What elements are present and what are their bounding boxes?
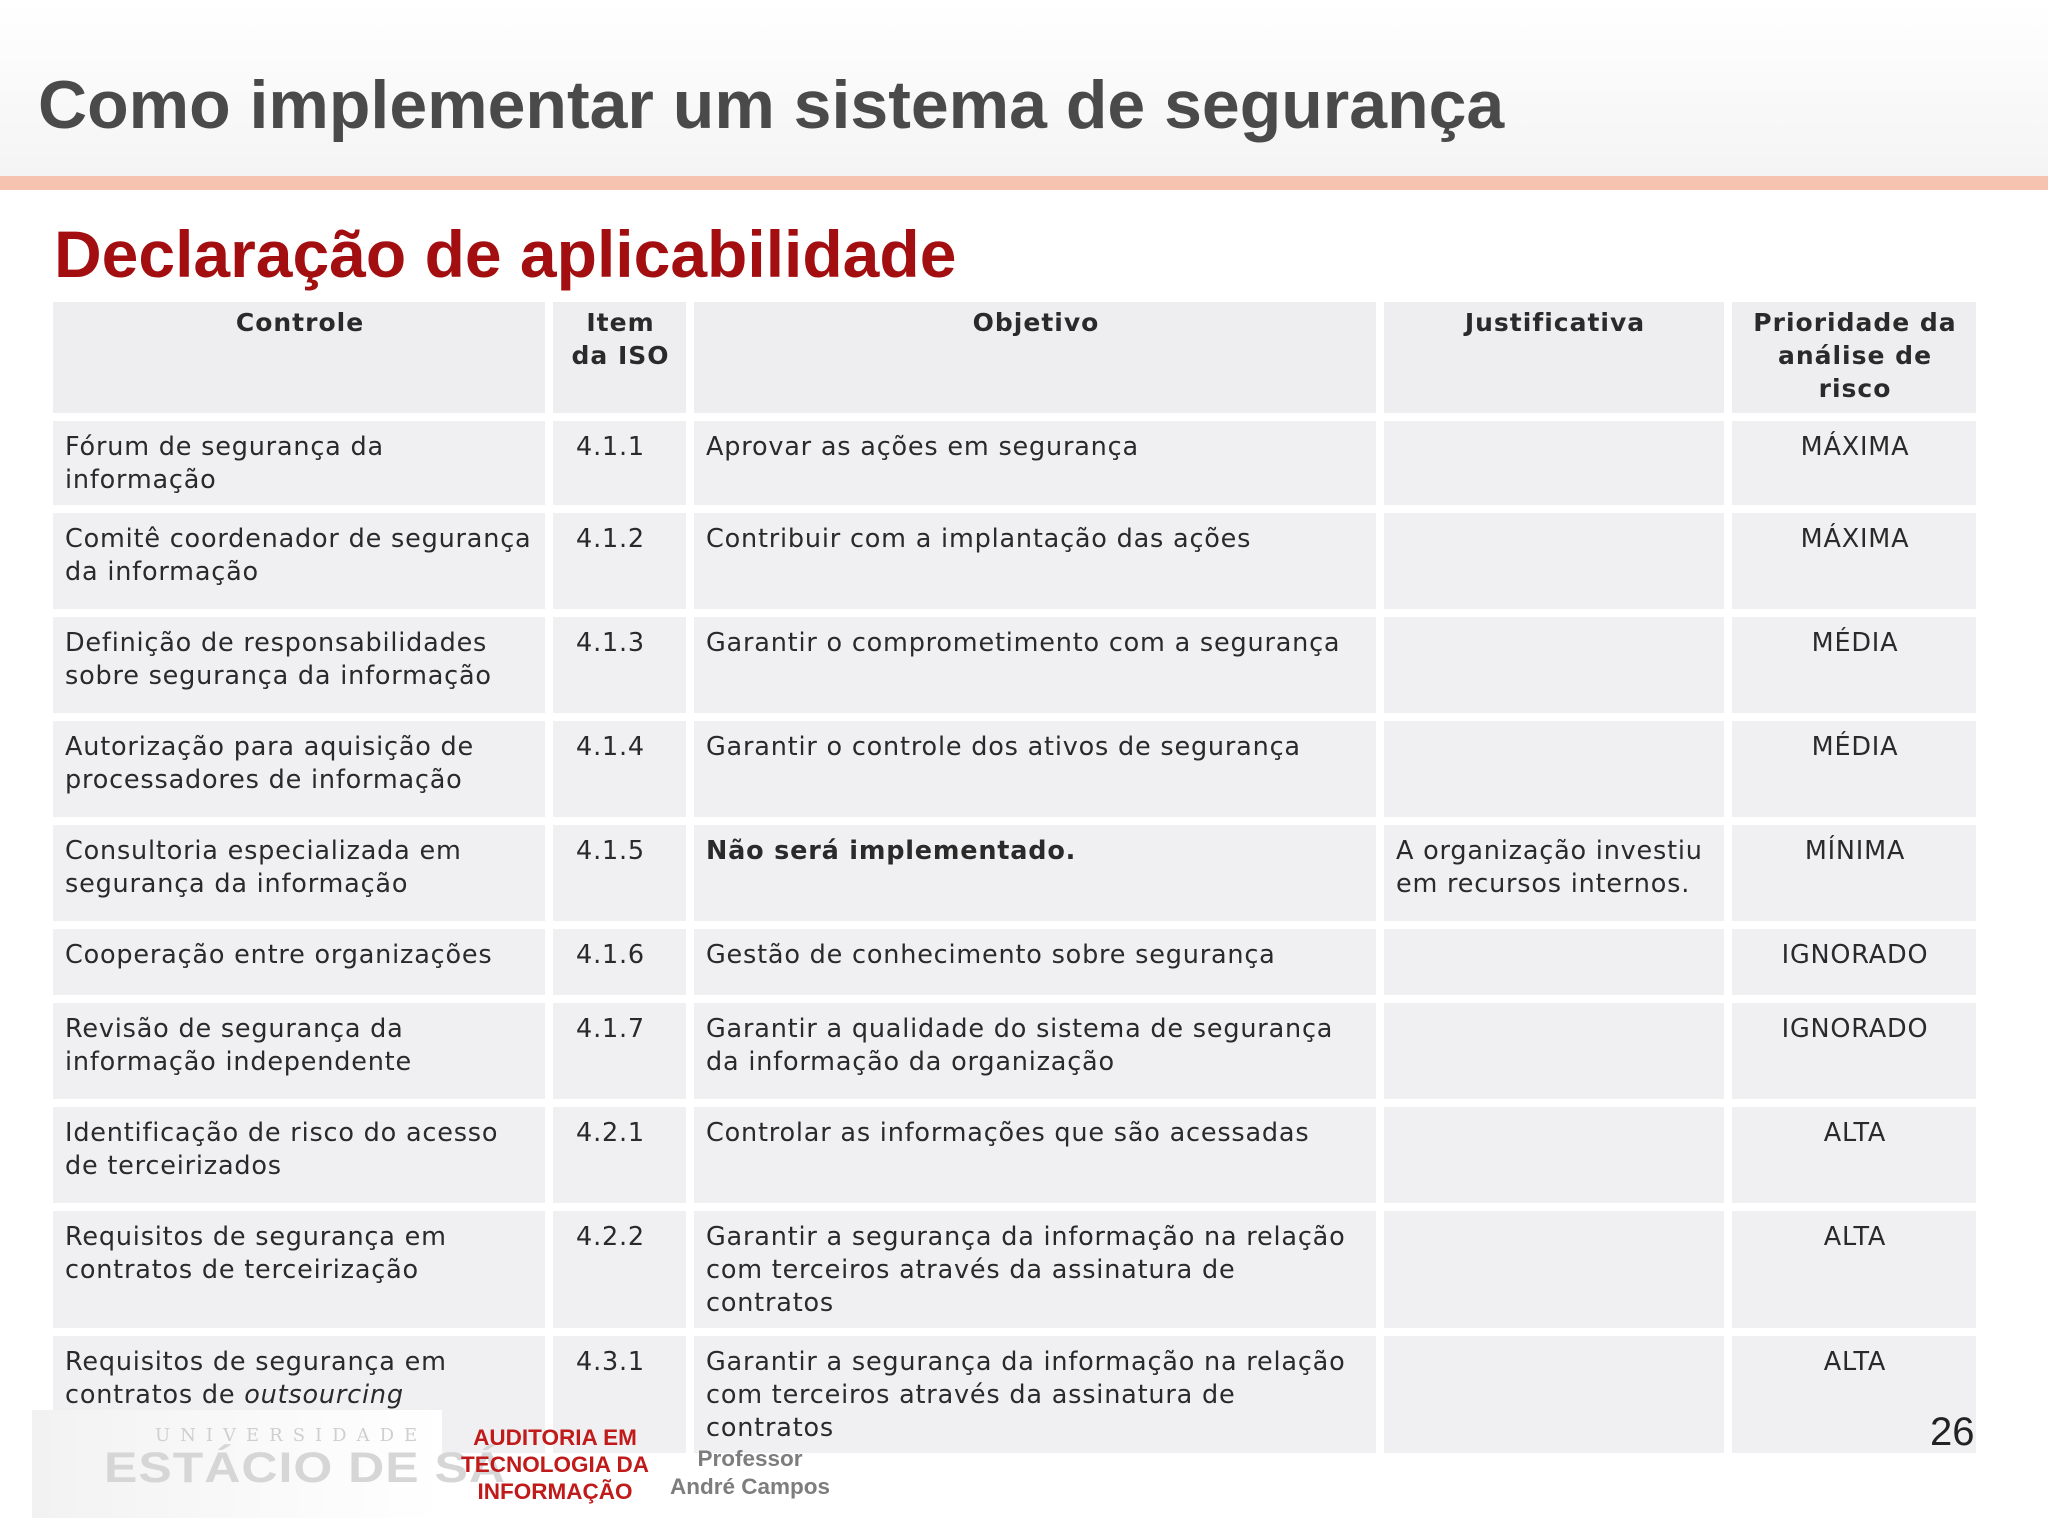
cell-controle: Consultoria especializada em segurança da informação xyxy=(53,825,545,921)
cell-objetivo: Garantir a segurança da informação na relação com terceiros através da assinatura de contratos xyxy=(694,1336,1376,1453)
cell-item: 4.1.1 xyxy=(553,421,686,505)
cell-objetivo: Garantir a segurança da informação na relação com terceiros através da assinatura de contratos xyxy=(694,1211,1376,1328)
cell-justificativa xyxy=(1384,1107,1724,1203)
cell-justificativa xyxy=(1384,421,1724,505)
cell-prioridade: MÁXIMA xyxy=(1732,421,1976,505)
controle-text: Requisitos de segurança em contratos de xyxy=(65,1347,447,1410)
cell-objetivo: Gestão de conhecimento sobre segurança xyxy=(694,929,1376,995)
cell-justificativa: A organização investiu em recursos internos. xyxy=(1384,825,1724,921)
cell-controle: Fórum de segurança da informação xyxy=(53,421,545,505)
slide-title: Como implementar um sistema de segurança xyxy=(38,67,1505,143)
cell-item: 4.1.2 xyxy=(553,513,686,609)
cell-item: 4.3.1 xyxy=(553,1336,686,1453)
cell-justificativa xyxy=(1384,1211,1724,1328)
cell-controle: Definição de responsabilidades sobre segurança da informação xyxy=(53,617,545,713)
cell-prioridade: MÉDIA xyxy=(1732,721,1976,817)
title-divider xyxy=(0,176,2048,190)
cell-item: 4.1.4 xyxy=(553,721,686,817)
applicability-table xyxy=(45,294,1984,1461)
header-prioridade: Prioridade da análise de risco xyxy=(1732,302,1976,413)
cell-item: 4.2.1 xyxy=(553,1107,686,1203)
professor-label: Professor xyxy=(697,1446,803,1471)
cell-prioridade: IGNORADO xyxy=(1732,929,1976,995)
cell-prioridade: MÉDIA xyxy=(1732,617,1976,713)
header-controle: Controle xyxy=(53,302,545,413)
cell-prioridade: ALTA xyxy=(1732,1211,1976,1328)
cell-objetivo: Contribuir com a implantação das ações xyxy=(694,513,1376,609)
cell-objetivo: Garantir o comprometimento com a segurança xyxy=(694,617,1376,713)
cell-objetivo: Garantir a qualidade do sistema de segurança da informação da organização xyxy=(694,1003,1376,1099)
professor-credit xyxy=(665,1445,835,1501)
cell-justificativa xyxy=(1384,1003,1724,1099)
cell-item: 4.1.6 xyxy=(553,929,686,995)
table-row xyxy=(53,929,1976,995)
cell-prioridade: ALTA xyxy=(1732,1107,1976,1203)
page-number: 26 xyxy=(1930,1410,1975,1454)
cell-justificativa xyxy=(1384,1336,1724,1453)
table-row xyxy=(53,825,1976,921)
cell-objetivo: Não será implementado. xyxy=(694,825,1376,921)
cell-controle: Autorização para aquisição de processadores de informação xyxy=(53,721,545,817)
cell-justificativa xyxy=(1384,929,1724,995)
cell-controle: Comitê coordenador de segurança da informação xyxy=(53,513,545,609)
table-row xyxy=(53,513,1976,609)
section-title: Declaração de aplicabilidade xyxy=(54,217,957,291)
cell-item: 4.2.2 xyxy=(553,1211,686,1328)
cell-controle: Identificação de risco do acesso de terceirizados xyxy=(53,1107,545,1203)
cell-justificativa xyxy=(1384,513,1724,609)
cell-objetivo: Garantir o controle dos ativos de segurança xyxy=(694,721,1376,817)
professor-name: André Campos xyxy=(669,1474,831,1499)
cell-prioridade: MÍNIMA xyxy=(1732,825,1976,921)
logo-university-label: UNIVERSIDADE xyxy=(155,1425,428,1446)
cell-controle: Cooperação entre organizações xyxy=(53,929,545,995)
table-row xyxy=(53,617,1976,713)
cell-justificativa xyxy=(1384,617,1724,713)
table-row xyxy=(53,421,1976,505)
cell-controle: Requisitos de segurança em contratos de terceirização xyxy=(53,1211,545,1328)
header-objetivo: Objetivo xyxy=(694,302,1376,413)
logo-university-name: ESTÁCIO DE SÁ xyxy=(104,1443,506,1492)
cell-item: 4.1.7 xyxy=(553,1003,686,1099)
header-justificativa: Justificativa xyxy=(1384,302,1724,413)
cell-item: 4.1.3 xyxy=(553,617,686,713)
cell-prioridade: MÁXIMA xyxy=(1732,513,1976,609)
table-row xyxy=(53,1107,1976,1203)
cell-prioridade: ALTA xyxy=(1732,1336,1976,1453)
table-row xyxy=(53,1003,1976,1099)
course-name: AUDITORIA EM TECNOLOGIA DA INFORMAÇÃO xyxy=(461,1425,649,1504)
table-header-row xyxy=(53,302,1976,413)
table-row xyxy=(53,721,1976,817)
cell-objetivo: Controlar as informações que são acessadas xyxy=(694,1107,1376,1203)
header-item: Item da ISO xyxy=(553,302,686,413)
cell-objetivo: Aprovar as ações em segurança xyxy=(694,421,1376,505)
controle-italic-text: outsourcing xyxy=(244,1380,404,1410)
cell-prioridade: IGNORADO xyxy=(1732,1003,1976,1099)
table-row xyxy=(53,1211,1976,1328)
cell-controle: Revisão de segurança da informação independente xyxy=(53,1003,545,1099)
cell-item: 4.1.5 xyxy=(553,825,686,921)
cell-justificativa xyxy=(1384,721,1724,817)
